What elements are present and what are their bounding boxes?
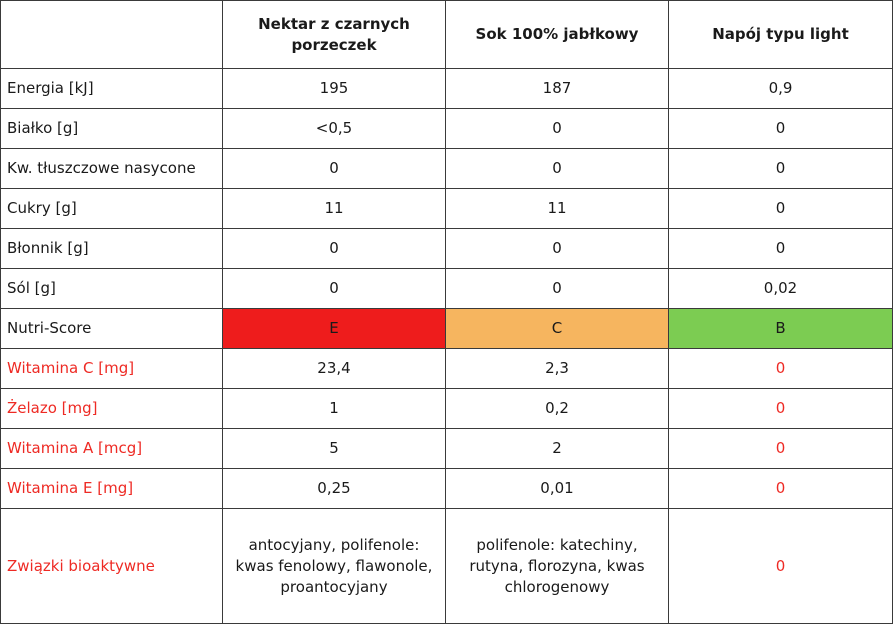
cell-value: 0,25 <box>223 469 446 509</box>
table-row-vitamin-a <box>1 429 893 469</box>
header-blackcurrant-nectar: Nektar z czarnych porzeczek <box>223 1 446 69</box>
header-apple-juice: Sok 100% jabłkowy <box>446 1 669 69</box>
table-row-vitamin-e <box>1 469 893 509</box>
header-blank-cell <box>1 1 223 69</box>
cell-value: 2,3 <box>446 349 669 389</box>
header-row <box>1 1 893 69</box>
cell-value: 0 <box>446 109 669 149</box>
table-row-bioactive-compounds <box>1 509 893 624</box>
cell-value: 0,02 <box>669 269 893 309</box>
row-label: Witamina C [mg] <box>1 349 223 389</box>
cell-value: 0,01 <box>446 469 669 509</box>
cell-value: 2 <box>446 429 669 469</box>
cell-value: antocyjany, polifenole: kwas fenolowy, flawonole, proantocyjany <box>223 509 446 624</box>
table-row-nutri-score <box>1 309 893 349</box>
cell-value: 0 <box>669 109 893 149</box>
table-row-sugars <box>1 189 893 229</box>
row-label: Kw. tłuszczowe nasycone <box>1 149 223 189</box>
cell-value: 0 <box>223 229 446 269</box>
cell-value: 0 <box>223 149 446 189</box>
row-label: Witamina E [mg] <box>1 469 223 509</box>
row-label: Energia [kJ] <box>1 69 223 109</box>
cell-value: 0 <box>669 509 893 624</box>
cell-value: <0,5 <box>223 109 446 149</box>
nutri-score-badge-c: C <box>446 309 669 349</box>
table-row-iron <box>1 389 893 429</box>
nutri-score-badge-e: E <box>223 309 446 349</box>
row-label: Cukry [g] <box>1 189 223 229</box>
cell-value: 0 <box>223 269 446 309</box>
table-row-energy <box>1 69 893 109</box>
cell-value: 0 <box>669 149 893 189</box>
cell-value: 0 <box>669 469 893 509</box>
cell-value: 0 <box>446 269 669 309</box>
cell-value: 195 <box>223 69 446 109</box>
cell-value: 0 <box>669 349 893 389</box>
cell-value: 5 <box>223 429 446 469</box>
row-label: Witamina A [mcg] <box>1 429 223 469</box>
row-label: Nutri-Score <box>1 309 223 349</box>
table-row-vitamin-c <box>1 349 893 389</box>
cell-value: 23,4 <box>223 349 446 389</box>
cell-value: 0 <box>669 389 893 429</box>
nutri-score-badge-b: B <box>669 309 893 349</box>
row-label: Błonnik [g] <box>1 229 223 269</box>
row-label: Sól [g] <box>1 269 223 309</box>
cell-value: 11 <box>223 189 446 229</box>
cell-value: 0 <box>446 149 669 189</box>
cell-value: 0,2 <box>446 389 669 429</box>
cell-value: 0 <box>446 229 669 269</box>
row-label: Związki bioaktywne <box>1 509 223 624</box>
cell-value: 187 <box>446 69 669 109</box>
cell-value: 0 <box>669 189 893 229</box>
row-label: Białko [g] <box>1 109 223 149</box>
cell-value: polifenole: katechiny, rutyna, florozyna, kwas chlorogenowy <box>446 509 669 624</box>
table-row-protein <box>1 109 893 149</box>
table-row-salt <box>1 269 893 309</box>
cell-value: 0 <box>669 429 893 469</box>
cell-value: 0,9 <box>669 69 893 109</box>
cell-value: 11 <box>446 189 669 229</box>
cell-value: 0 <box>669 229 893 269</box>
cell-value: 1 <box>223 389 446 429</box>
table-row-fiber <box>1 229 893 269</box>
table-row-saturated-fat <box>1 149 893 189</box>
header-light-drink: Napój typu light <box>669 1 893 69</box>
row-label: Żelazo [mg] <box>1 389 223 429</box>
